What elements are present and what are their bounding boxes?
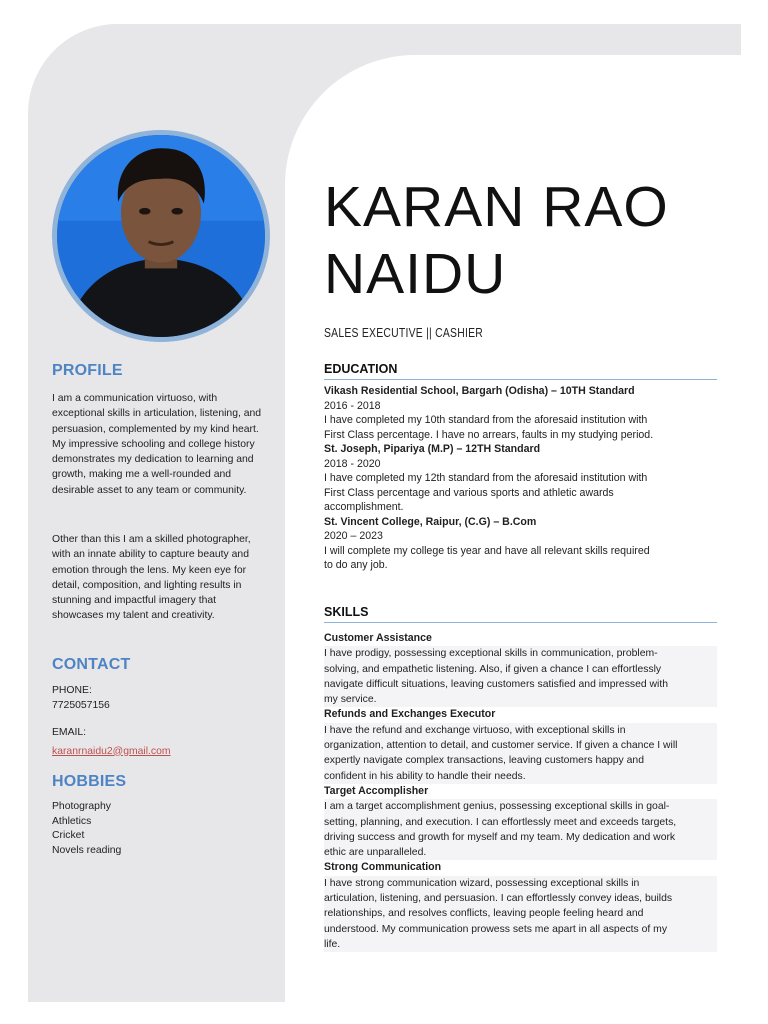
profile-section	[52, 362, 264, 380]
education-desc-line: accomplishment.	[324, 501, 404, 513]
education-desc-line: First Class percentage. I have no arrears, faults in my studying period.	[324, 428, 654, 441]
profile-photo	[52, 130, 270, 342]
email-label: EMAIL:	[52, 727, 87, 738]
profile-text	[52, 391, 262, 498]
contact-section	[52, 656, 264, 674]
education-desc-line: to do any job.	[324, 559, 388, 571]
skill-desc-line: I have strong communication wizard, possessing exceptional skills in	[324, 876, 717, 891]
skill-desc-line: setting, planning, and execution. I can effortlessly meet and exceeds targets,	[324, 815, 717, 830]
skills-section	[324, 605, 717, 952]
job-title: SALES EXECUTIVE || CASHIER	[324, 325, 484, 340]
skill-title: Customer Assistance	[324, 632, 432, 644]
education-desc-line: First Class percentage and various sports and athletic awards	[324, 486, 614, 499]
profile-paragraph-1: I am a communication virtuoso, with exceptional skills in articulation, listening, and persuasion, complemented by my kind heart. My impressive schooling and college history demonstrates my dedication to learning and growth, making me a well-rounded and desirable asset to any team or community.	[52, 393, 262, 496]
contact-details	[52, 684, 264, 759]
education-desc-line: I have completed my 10th standard from the aforesaid institution with	[324, 414, 648, 426]
skill-desc-line: I have prodigy, possessing exceptional skills in communication, problem-	[324, 646, 717, 661]
profile-heading: PROFILE	[52, 362, 123, 379]
education-title: Vikash Residential School, Bargarh (Odisha) – 10TH Standard	[324, 385, 635, 397]
candidate-name: KARAN RAO NAIDU	[324, 175, 669, 306]
skill-desc-line: confident in his ability to handle their needs.	[324, 769, 717, 784]
education-entry	[324, 442, 717, 515]
skill-title: Refunds and Exchanges Executor	[324, 708, 496, 721]
phone-label: PHONE:	[52, 685, 92, 696]
education-title: St. Vincent College, Raipur, (C.G) – B.Com	[324, 515, 537, 528]
hobbies-list	[52, 800, 264, 858]
skill-entry	[324, 784, 717, 860]
skill-desc-line: relationships, and resolves conflicts, leaving people feeling heard and	[324, 906, 717, 921]
skill-desc-line: I am a target accomplishment genius, possessing exceptional skills in goal-	[324, 799, 717, 814]
skill-desc-line: understood. My communication prowess sets me apart in all aspects of my	[324, 922, 717, 937]
person-portrait-icon	[57, 135, 265, 337]
hobby-item: Cricket	[52, 830, 85, 841]
education-years: 2018 - 2020	[324, 457, 381, 470]
phone-value: 7725057156	[52, 699, 110, 711]
education-years: 2016 - 2018	[324, 399, 381, 412]
skills-heading: SKILLS	[324, 605, 717, 623]
education-years: 2020 – 2023	[324, 530, 383, 542]
hobby-item: Novels reading	[52, 844, 122, 856]
skill-desc-line: my service.	[324, 692, 717, 707]
education-entry	[324, 515, 717, 573]
contact-heading: CONTACT	[52, 656, 131, 673]
skill-desc-line: I have the refund and exchange virtuoso, with exceptional skills in	[324, 723, 717, 738]
education-heading: EDUCATION	[324, 362, 717, 380]
email-link[interactable]: karanrnaidu2@gmail.com	[52, 745, 171, 757]
skill-desc-line: expertly navigate complex transactions, leaving customers happy and	[324, 753, 717, 768]
skill-entry	[324, 631, 717, 707]
hobbies-heading: HOBBIES	[52, 773, 127, 790]
profile-text-2	[52, 532, 262, 624]
skill-desc-line: life.	[324, 937, 717, 952]
education-entry	[324, 384, 717, 442]
education-title: St. Joseph, Pipariya (M.P) – 12TH Standard	[324, 443, 541, 455]
education-desc-line: I have completed my 12th standard from the aforesaid institution with	[324, 472, 648, 484]
hobby-item: Athletics	[52, 815, 92, 827]
skill-desc-line: articulation, listening, and persuasion. I can effortlessly convey ideas, builds	[324, 891, 717, 906]
skill-entry	[324, 860, 717, 952]
skill-desc-line: driving success and growth for myself and my team. My dedication and work	[324, 830, 717, 845]
profile-paragraph-2: Other than this I am a skilled photographer, with an innate ability to capture beauty and emotion through the lens. My keen eye for detail, composition, and lighting results in stunning and impactful imagery that showcases my talent and creativity.	[52, 534, 251, 622]
education-section	[324, 362, 717, 573]
skill-title: Strong Communication	[324, 861, 442, 874]
hobby-item: Photography	[52, 801, 111, 812]
skill-desc-line: solving, and empathetic listening. Also, if given a chance I can effortlessly	[324, 662, 717, 677]
skill-desc-line: navigate difficult situations, leaving customers satisfied and impressed with	[324, 677, 717, 692]
skill-entry	[324, 707, 717, 783]
skill-desc-line: ethic are unparalleled.	[324, 845, 717, 860]
education-desc-line: I will complete my college tis year and have all relevant skills required	[324, 544, 650, 557]
skill-desc-line: organization, attention to detail, and customer service. If given a chance I will	[324, 738, 717, 753]
skill-title: Target Accomplisher	[324, 784, 429, 797]
hobbies-section	[52, 773, 264, 791]
